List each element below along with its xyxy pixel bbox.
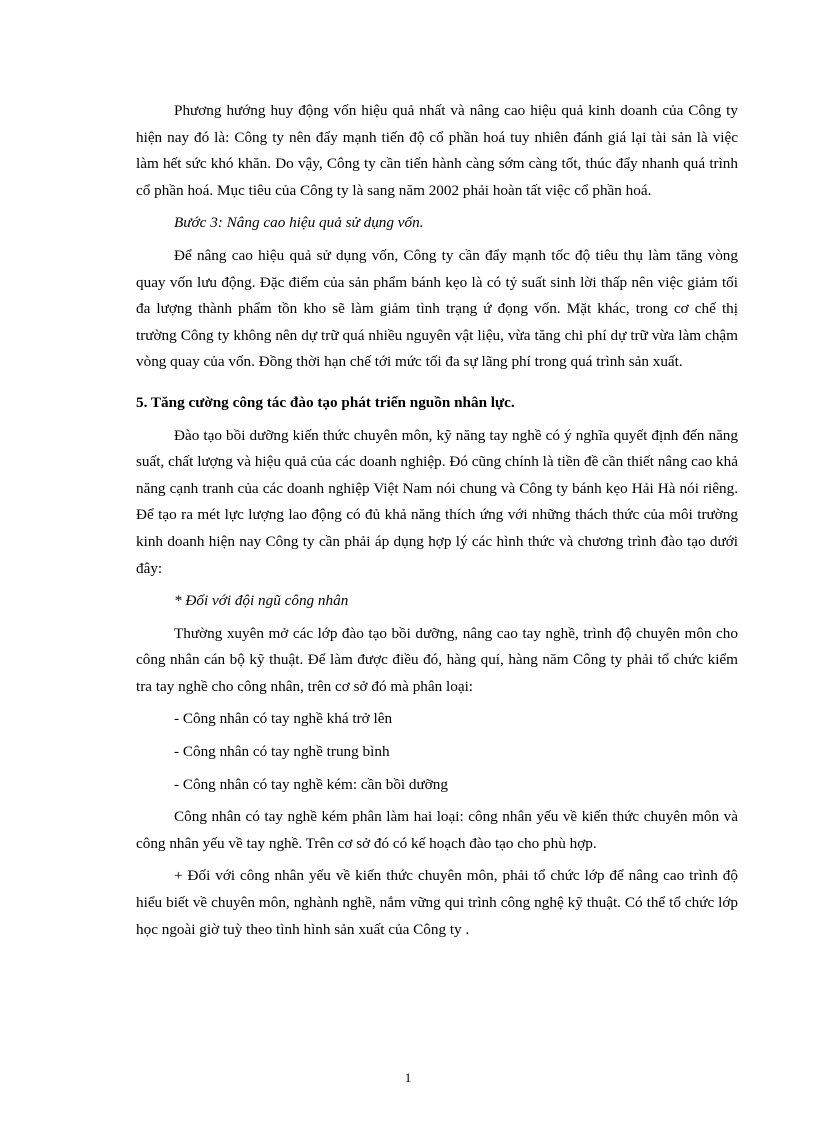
list-item: - Công nhân có tay nghề khá trở lên <box>174 710 393 728</box>
paragraph-capital-efficiency: Để nâng cao hiệu quả sử dụng vốn, Công ty cần đẩy mạnh tốc độ tiêu thụ làm tăng vòng quay vốn lưu động. Đặc điểm của sản phẩm bánh kẹo là có tỷ suất sinh lời thấp nên việc giảm tối đa lượng thành phẩm tồn kho sẽ làm giảm tình trạng ứ đọng vốn. Mặt khác, trong cơ chế thị trường Công ty không nên dự trữ quá nhiều nguyên vật liệu, vừa tăng chi phí dự trữ vừa làm chậm vòng quay của vốn. Đồng thời hạn chế tới mức tối đa sự lãng phí trong quá trình sản xuất. <box>136 246 738 371</box>
paragraph-weak-workers: Công nhân có tay nghề kém phân làm hai loại: công nhân yếu về kiến thức chuyên môn và công nhân yếu về tay nghề. Trên cơ sở đó có kế hoạch đào tạo cho phù hợp. <box>136 808 738 852</box>
paragraph-worker-training: Thường xuyên mở các lớp đào tạo bồi dưỡng, nâng cao tay nghề, trình độ chuyên môn cho công nhân cán bộ kỹ thuật. Để làm được điều đó, hàng quí, hàng năm Công ty phải tổ chức kiểm tra tay nghề cho công nhân, trên cơ sở đó mà phân loại: <box>136 624 738 695</box>
paragraph-knowledge-training: + Đối với công nhân yếu về kiến thức chuyên môn, phải tổ chức lớp để nâng cao trình độ hiểu biết về chuyên môn, nghành nghề, nắm vững qui trình công nghệ kỹ thuật. Có thể tổ chức lớp học ngoài giờ tuỳ theo tình hình sản xuất của Công ty . <box>136 867 738 938</box>
workers-subheading: * Đối với đội ngũ công nhân <box>174 592 349 610</box>
list-item: - Công nhân có tay nghề trung bình <box>174 743 390 761</box>
paragraph-capital-mobilization: Phương hướng huy động vốn hiệu quả nhất và nâng cao hiệu quả kinh doanh của Công ty hiện nay đó là: Công ty nên đẩy mạnh tiến độ cổ phần hoá tuy nhiên đánh giá lại tài sản là việc làm hết sức khó khăn. Do vậy, Công ty cần tiến hành càng sớm càng tốt, thúc đẩy nhanh quá trình cổ phần hoá. Mục tiêu của Công ty là sang năm 2002 phải hoàn tất việc cổ phần hoá. <box>136 102 738 199</box>
list-item: - Công nhân có tay nghề kém: cần bồi dưỡng <box>174 775 448 793</box>
page-number: 1 <box>404 1070 412 1085</box>
step-3-heading: Bước 3: Nâng cao hiệu quả sử dụng vốn. <box>174 214 424 232</box>
section-5-heading: 5. Tăng cường công tác đào tạo phát triển nguồn nhân lực. <box>136 393 515 411</box>
paragraph-training: Đào tạo bồi dưỡng kiến thức chuyên môn, kỹ năng tay nghề có ý nghĩa quyết định đến năng suất, chất lượng và hiệu quả của các doanh nghiệp. Đó cũng chính là tiền đề cần thiết nâng cao khả năng cạnh tranh của các doanh nghiệp Việt Nam nói chung và Công ty bánh kẹo Hải Hà nói riêng. Để tạo ra mét lực lượng lao động có đủ khả năng thích ứng với những thách thức của môi trường kinh doanh hiện nay Công ty cần phải áp dụng hợp lý các hình thức và chương trình đào tạo dưới đây: <box>136 426 738 577</box>
document-body <box>136 98 738 943</box>
